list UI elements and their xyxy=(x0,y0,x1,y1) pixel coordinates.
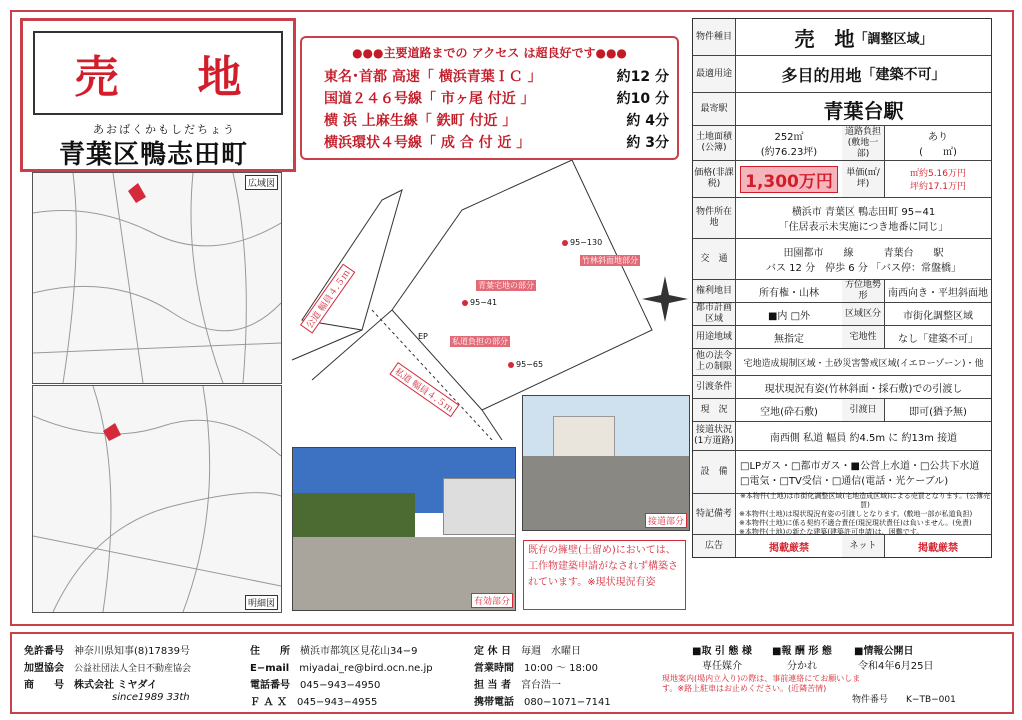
price-value: 1,300万円 xyxy=(736,161,842,197)
row-type xyxy=(693,19,991,56)
title-box xyxy=(20,18,296,172)
wide-area-map xyxy=(32,172,282,384)
current-key: 現 況 xyxy=(693,399,736,421)
ad-key: 広告 xyxy=(693,535,736,557)
association: 加盟協会 公益社団法人全日不動産協会 xyxy=(24,663,192,674)
fee-key: ■報 酬 形 態 xyxy=(772,646,832,657)
location-key: 物件所在地 xyxy=(693,198,736,238)
location-value: 横浜市 青葉区 鴨志田町 95−41 「住居表示未実施につき地番に同じ」 xyxy=(778,207,949,233)
use-value: 多目的用地 「建築不可」 xyxy=(781,65,946,85)
plot-point: 95−41 xyxy=(462,298,497,307)
date-key: 引渡日 xyxy=(842,399,885,421)
fee-value: 分かれ xyxy=(787,661,817,672)
type-key: 物件種目 xyxy=(693,19,736,55)
ad-value: 掲載厳禁 xyxy=(769,542,809,554)
row-traffic xyxy=(693,239,991,280)
handover-value: 現状現況有姿(竹林斜面・採石敷)での引渡し xyxy=(764,383,963,395)
publish-key: ■情報公開日 xyxy=(854,646,914,657)
plot-point: 95−130 xyxy=(562,238,602,247)
fax: Ｆ Ａ Ｘ 045−943−4955 xyxy=(250,697,378,708)
title-sale: 売 xyxy=(74,52,119,103)
unit-value: ㎡約5.16万円 坪約17.1万円 xyxy=(909,169,967,192)
use-key: 最適用途 xyxy=(693,56,736,92)
share-key: 道路負担(敷地一部) xyxy=(842,126,885,160)
wide-map-label: 広域図 xyxy=(245,175,278,190)
access-time: 約12 分 xyxy=(616,69,669,85)
access-row xyxy=(324,110,669,130)
station-value: 青葉台駅 xyxy=(823,98,904,123)
visit-guide: 現地案内(場内立入り)の際は、事前連絡にてお願いします。※路上駐車はお止めください。(近隣苦情) xyxy=(662,674,861,693)
row-current xyxy=(693,399,991,422)
access-label: 国道２４６号線「 市ヶ尾 付近 」 xyxy=(324,91,535,107)
staff: 担 当 者 宮台浩一 xyxy=(474,680,561,691)
row-use xyxy=(693,56,991,93)
zone-key: 区域区分 xyxy=(842,303,885,325)
station-key: 最寄駅 xyxy=(693,93,736,125)
private-road-label: 私道 幅員４.５ｍ xyxy=(389,362,459,417)
plot-point: 95−65 xyxy=(508,360,543,369)
date-value: 即可(猶予無) xyxy=(909,406,967,418)
area-value: 252㎡ (約76.23坪) xyxy=(760,132,818,158)
city-value: ■内 □外 xyxy=(767,310,811,322)
equipment-key: 設 備 xyxy=(693,451,736,493)
plot-tag: 竹林斜面地部分 xyxy=(582,256,638,265)
access-header: ●●●主要道路までの アクセス は超良好です●●● xyxy=(352,46,627,60)
since: since1989 33th xyxy=(112,692,190,703)
row-area xyxy=(693,126,991,161)
row-ad xyxy=(693,535,991,557)
public-road-label: 公道 幅員４.５ｍ xyxy=(300,264,355,334)
share-value: あり ( ㎡) xyxy=(919,132,957,158)
row-usearea xyxy=(693,326,991,349)
plot-tag: 青葉宅地の部分 xyxy=(478,281,534,290)
right-key: 権利地目 xyxy=(693,280,736,302)
detail-map xyxy=(32,385,282,613)
plot-tag: 私道負担の部分 xyxy=(452,337,508,346)
email: E−mail miyadai_re@bird.ocn.ne.jp xyxy=(250,663,433,674)
price-key: 価格(非課税) xyxy=(693,161,736,197)
company-name: 商 号 株式会社 ミヤダイ xyxy=(24,680,158,691)
usearea-key: 用途地域 xyxy=(693,326,736,348)
city-key: 都市計画区域 xyxy=(693,303,736,325)
special-value: ※本物件(土地)は市街化調整区域(宅地造成区域)による売買となります。(公簿売買) ※本物件(土地)は現状現況有姿の引渡しとなります。(敷地一部が私道負担) ※本物件(土地)に係る契約不適合責任(現況現状責任)は負いません。(免責) ※本物件(土地)の新たな建築(建築許可申請)は、困難です。 xyxy=(739,491,990,536)
right-value: 所有権・山林 xyxy=(759,287,819,299)
deal-key: ■取 引 態 様 xyxy=(692,646,752,657)
house-value: なし「建築不可」 xyxy=(898,333,978,345)
row-right xyxy=(693,280,991,303)
access-row xyxy=(324,88,669,108)
row-station xyxy=(693,93,991,126)
special-key: 特記備考 xyxy=(693,494,736,534)
compass-icon xyxy=(642,276,688,322)
access-row xyxy=(324,66,669,86)
holiday: 定 休 日 毎週 水曜日 xyxy=(474,646,581,657)
law-key: 他の法令上の制限 xyxy=(693,349,736,375)
row-law xyxy=(693,349,991,376)
row-road xyxy=(693,422,991,451)
house-key: 宅地性 xyxy=(842,326,885,348)
usearea-value: 無指定 xyxy=(774,333,804,345)
access-label: 横 浜 上麻生線「 鉄町 付近 」 xyxy=(324,113,517,129)
net-key: ネット xyxy=(842,535,885,557)
license: 免許番号 神奈川県知事(8)17839号 xyxy=(24,646,190,657)
row-equipment xyxy=(693,451,991,494)
traffic-key: 交 通 xyxy=(693,239,736,279)
wide-map-drawing xyxy=(33,173,281,383)
net-value: 掲載厳禁 xyxy=(918,542,958,554)
photo-lot xyxy=(292,447,516,611)
deal-value: 専任媒介 xyxy=(702,661,742,672)
address: 住 所 横浜市都筑区見花山34−9 xyxy=(250,646,418,657)
hours: 営業時間 10:00 ～ 18:00 xyxy=(474,663,598,674)
access-time: 約 4分 xyxy=(626,113,669,129)
row-price xyxy=(693,161,991,198)
title-land: 地 xyxy=(197,52,242,103)
handover-key: 引渡条件 xyxy=(693,376,736,398)
dir-key: 方位地勢形 xyxy=(842,280,885,302)
photo-road-caption: 接道部分 xyxy=(645,513,687,528)
access-time: 約 3分 xyxy=(626,135,669,151)
access-label: 横浜環状４号線「 成 合 付 近 」 xyxy=(324,135,531,151)
detail-map-label: 明細図 xyxy=(245,595,278,610)
company-footer xyxy=(10,632,1014,714)
title-inner xyxy=(33,31,283,115)
law-value: 宅地造成規制区域・土砂災害警戒区域(イエローゾーン)・他 xyxy=(743,358,984,369)
mobile: 携帯電話 080−1071−7141 xyxy=(474,697,611,708)
town-name: 青葉区鴨志田町 xyxy=(59,140,249,170)
area-key: 土地面積(公簿) xyxy=(693,126,736,160)
traffic-value: 田園都市 線 青葉台 駅 バス 12 分 停歩 6 分 「バス停：常盤橋」 xyxy=(766,248,961,274)
access-time: 約10 分 xyxy=(616,91,669,107)
access-row xyxy=(324,132,669,152)
row-location xyxy=(693,198,991,239)
row-city xyxy=(693,303,991,326)
road-key: 接道状況(1方道路) xyxy=(693,422,736,450)
detail-map-drawing xyxy=(33,386,281,612)
listing-code: 物件番号 K−TB−001 xyxy=(852,695,956,705)
ep-marker: EP xyxy=(418,332,428,341)
unit-key: 単価(㎡/坪) xyxy=(842,161,885,197)
access-label: 東名･首都 高速「 横浜青葉ＩＣ 」 xyxy=(324,69,542,85)
current-value: 空地(砕石敷) xyxy=(760,406,818,418)
retaining-wall-note: 既存の擁壁(土留め)においては、工作物建築申請がなされず構築されています。※現状現況有姿 xyxy=(523,540,686,610)
town-ruby: あおばくかもしだちょう xyxy=(93,123,236,136)
row-special xyxy=(693,491,991,536)
photo-road xyxy=(522,395,690,531)
road-value: 南西側 私道 幅員 約4.5m に 約13m 接道 xyxy=(769,432,958,444)
type-value: 売 地 「調整区域」 xyxy=(794,26,933,51)
phone: 電話番号 045−943−4950 xyxy=(250,680,381,691)
property-table xyxy=(692,18,992,558)
photo-lot-caption: 有効部分 xyxy=(471,593,513,608)
equipment-value: □LPガス・□都市ガス・■公営上水道・□公共下水道 □電気・□TV受信・□通信(電話・光ケーブル) xyxy=(740,461,980,487)
publish-value: 令和4年6月25日 xyxy=(858,661,934,672)
row-handover xyxy=(693,376,991,399)
access-banner xyxy=(300,36,679,160)
dir-value: 南西向き・平坦斜面地 xyxy=(888,287,988,299)
zone-value: 市街化調整区域 xyxy=(903,310,973,322)
